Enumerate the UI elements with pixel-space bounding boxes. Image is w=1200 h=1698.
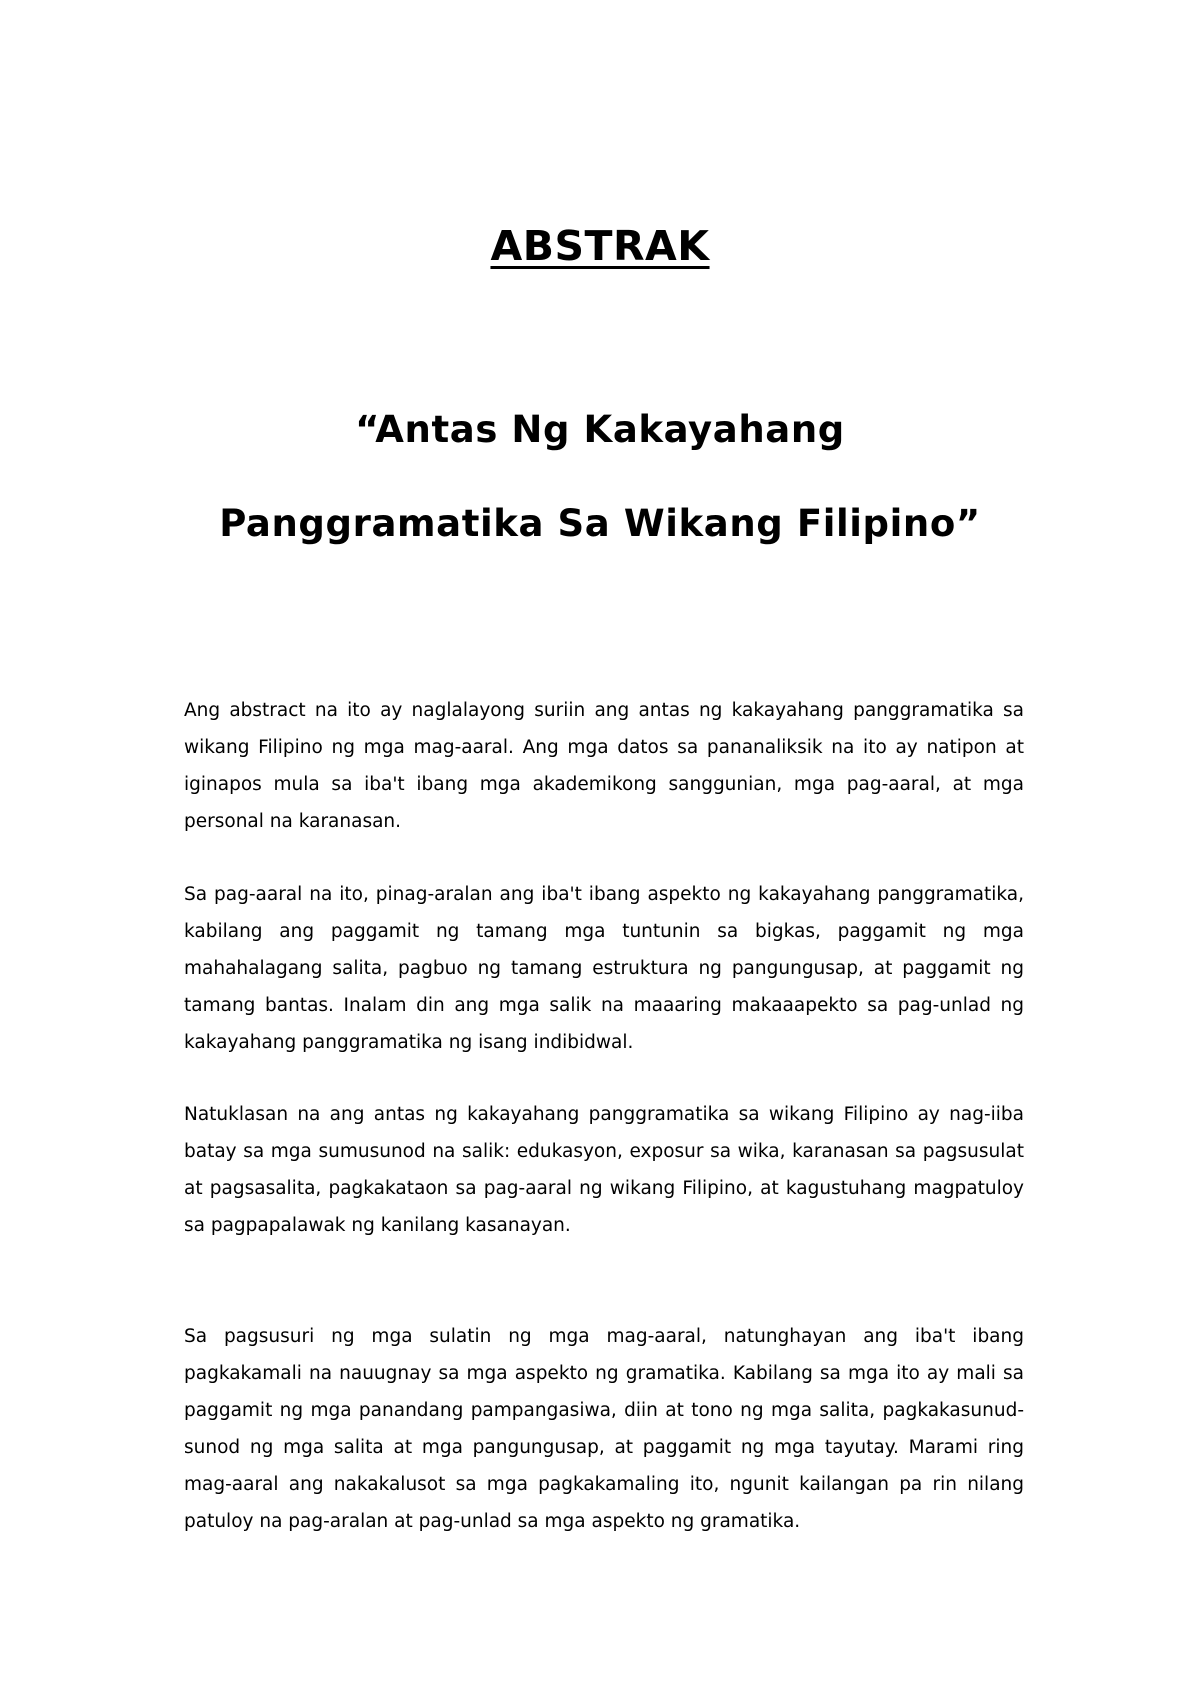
document-title-line-1: “Antas Ng Kakayahang bbox=[355, 408, 845, 451]
document-title-line-2: Panggramatika Sa Wikang Filipino” bbox=[219, 502, 981, 545]
abstract-paragraph-3: Natuklasan na ang antas ng kakayahang panggramatika sa wikang Filipino ay nag-iiba batay sa mga sumusunod na salik: edukasyon, exposur sa wika, karanasan sa pagsusulat at pagsasalita, pagkakataon sa pag-aaral ng wikang Filipino, at kagustuhang magpatuloy sa pagpapalawak ng kanilang kasanayan. bbox=[184, 1104, 1024, 1236]
document-heading: ABSTRAK bbox=[490, 222, 710, 270]
abstract-paragraph-1: Ang abstract na ito ay naglalayong suriin ang antas ng kakayahang panggramatika sa wikang Filipino ng mga mag-aaral. Ang mga datos sa pananaliksik na ito ay natipon at iginapos mula sa iba't ibang mga akademikong sanggunian, mga pag-aaral, at mga personal na karanasan. bbox=[184, 700, 1024, 832]
abstract-paragraph-4: Sa pagsusuri ng mga sulatin ng mga mag-aaral, natunghayan ang iba't ibang pagkakamali na nauugnay sa mga aspekto ng gramatika. Kabilang sa mga ito ay mali sa paggamit ng mga panandang pampangasiwa, diin at tono ng mga salita, pagkakasunud-sunod ng mga salita at mga pangungusap, at paggamit ng mga tayutay. Marami ring mag-aaral ang nakakalusot sa mga pagkakamaling ito, ngunit kailangan pa rin nilang patuloy na pag-aralan at pag-unlad sa mga aspekto ng gramatika. bbox=[184, 1326, 1024, 1532]
abstract-paragraph-2: Sa pag-aaral na ito, pinag-aralan ang iba't ibang aspekto ng kakayahang panggramatika, kabilang ang paggamit ng tamang mga tuntunin sa bigkas, paggamit ng mga mahahalagang salita, pagbuo ng tamang estruktura ng pangungusap, at paggamit ng tamang bantas. Inalam din ang mga salik na maaaring makaaapekto sa pag-unlad ng kakayahang panggramatika ng isang indibidwal. bbox=[184, 884, 1024, 1053]
